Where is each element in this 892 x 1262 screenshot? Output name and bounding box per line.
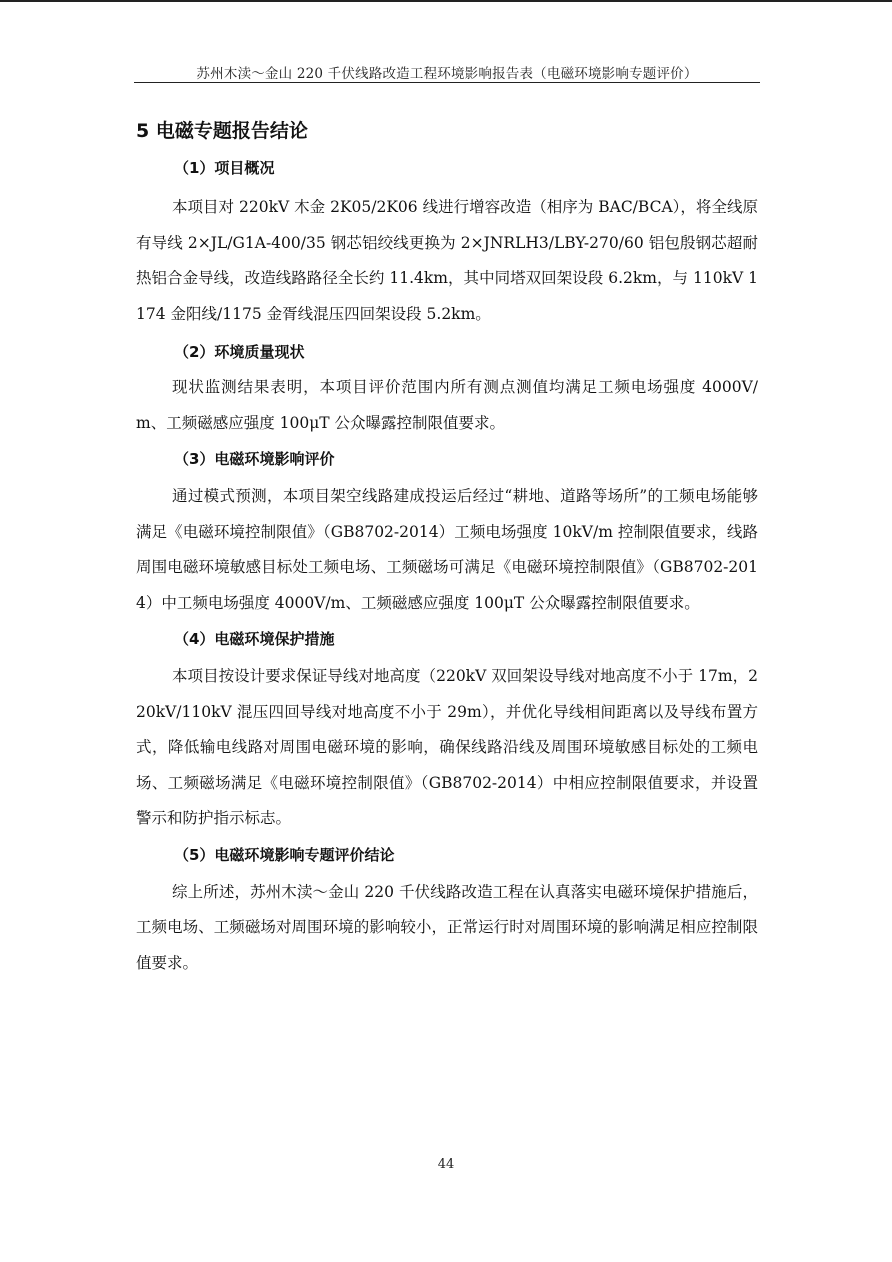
paragraph-project-overview: 本项目对 220kV 木金 2K05/2K06 线进行增容改造（相序为 BAC/BCA），将全线原有导线 2×JL/G1A-400/35 钢芯铝绞线更换为 2×JNRLH3/LBY-270/60 铝包殷钢芯超耐热铝合金导线，改造线路路径全长约 11.4km，其中同塔双回架设段 6.2km，与 110kV 1174 金阳线/1175 金胥线混压四回架设段 5.2km。 bbox=[136, 198, 758, 323]
paragraph-protection-measures: 本项目按设计要求保证导线对地高度（220kV 双回架设导线对地高度不小于 17m，220kV/110kV 混压四回导线对地高度不小于 29m），并优化导线相间距离以及导线布置方式，降低输电线路对周围电磁环境的影响，确保线路沿线及周围环境敏感目标处的工频电场、工频磁场满足《电磁环境控制限值》（GB8702-2014）中相应控制限值要求，并设置警示和防护指示标志。 bbox=[136, 667, 758, 827]
document-body bbox=[136, 114, 758, 981]
subsection-heading-impact-assessment: （3）电磁环境影响评价 bbox=[174, 450, 335, 468]
subsection-heading-protection-measures: （4）电磁环境保护措施 bbox=[174, 630, 335, 648]
running-header: 苏州木渎～金山 220 千伏线路改造工程环境影响报告表（电磁环境影响专题评价） bbox=[196, 66, 698, 82]
paragraph-environment-status: 现状监测结果表明，本项目评价范围内所有测点测值均满足工频电场强度 4000V/m、工频磁感应强度 100μT 公众曝露控制限值要求。 bbox=[136, 378, 758, 432]
subsection-heading-project-overview: （1）项目概况 bbox=[174, 159, 275, 177]
subsection-heading-environment-status: （2）环境质量现状 bbox=[174, 343, 305, 361]
page-top-border bbox=[0, 0, 892, 2]
subsection-heading-conclusion: （5）电磁环境影响专题评价结论 bbox=[174, 845, 395, 864]
header-rule bbox=[134, 82, 760, 83]
paragraph-impact-assessment: 通过模式预测，本项目架空线路建成投运后经过“耕地、道路等场所”的工频电场能够满足《电磁环境控制限值》（GB8702-2014）工频电场强度 10kV/m 控制限值要求，线路周围电磁环境敏感目标处工频电场、工频磁场可满足《电磁环境控制限值》（GB8702-2014）中工频电场强度 4000V/m、工频磁感应强度 100μT 公众曝露控制限值要求。 bbox=[136, 487, 758, 612]
section-title: 5 电磁专题报告结论 bbox=[136, 120, 308, 142]
paragraph-conclusion: 综上所述，苏州木渎～金山 220 千伏线路改造工程在认真落实电磁环境保护措施后，工频电场、工频磁场对周围环境的影响较小，正常运行时对周围环境的影响满足相应控制限值要求。 bbox=[136, 882, 758, 972]
page-number: 44 bbox=[437, 1157, 455, 1172]
